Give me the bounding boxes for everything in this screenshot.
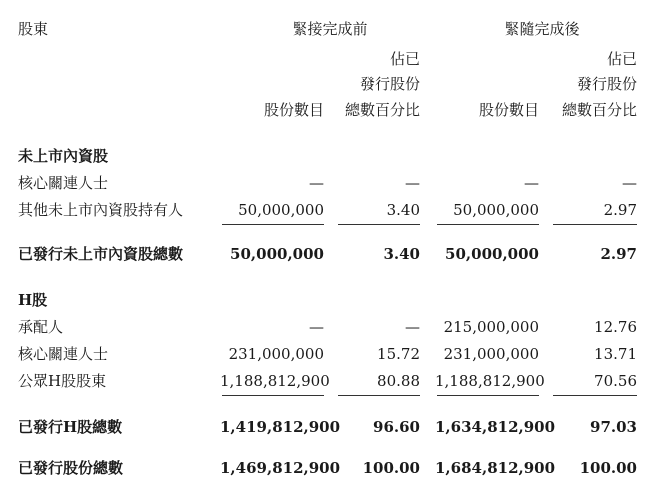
header-before-pct-line3: 總數百分比 — [344, 101, 420, 119]
header-after-pct-line2: 發行股份 — [576, 75, 637, 93]
cell-before-pct: — — [405, 174, 420, 192]
cell-after-shares: 1,188,812,900 — [435, 372, 545, 390]
cell-before-shares: 50,000,000 — [238, 201, 324, 219]
cell-after-pct: 13.71 — [594, 345, 637, 363]
rule-before-shares — [222, 395, 324, 396]
cell-after-pct: 70.56 — [594, 372, 637, 390]
cell-after-pct: 2.97 — [600, 245, 637, 263]
cell-before-shares: 1,188,812,900 — [220, 372, 330, 390]
cell-after-shares: 1,634,812,900 — [435, 418, 556, 436]
cell-before-shares: 1,469,812,900 — [220, 459, 341, 477]
cell-after-shares: 50,000,000 — [445, 245, 539, 263]
row-label: 其他未上市內資股持有人 — [18, 201, 184, 219]
cell-after-shares: 1,684,812,900 — [435, 459, 556, 477]
header-after-pct-line3: 總數百分比 — [561, 101, 637, 119]
rule-after-pct — [553, 224, 637, 225]
cell-before-shares: — — [309, 318, 324, 336]
header-shareholder: 股東 — [18, 20, 49, 38]
section-h-title: H股 — [18, 291, 48, 309]
cell-after-shares: 231,000,000 — [443, 345, 539, 363]
row-label: 公眾H股股東 — [18, 372, 107, 390]
cell-before-shares: 231,000,000 — [228, 345, 324, 363]
rule-after-pct — [553, 395, 637, 396]
cell-before-pct: 3.40 — [383, 245, 420, 263]
cell-before-shares: 1,419,812,900 — [220, 418, 341, 436]
cell-after-pct: — — [622, 174, 637, 192]
cell-after-shares: 215,000,000 — [443, 318, 539, 336]
cell-before-pct: 100.00 — [362, 459, 420, 477]
header-before-group: 緊接完成前 — [292, 20, 368, 38]
header-after-group: 緊隨完成後 — [504, 20, 580, 38]
rule-after-shares — [437, 395, 539, 396]
cell-before-pct: 15.72 — [377, 345, 420, 363]
row-label: 承配人 — [18, 318, 64, 336]
grand-total-row-label: 已發行股份總數 — [18, 459, 124, 477]
row-label: 核心關連人士 — [18, 174, 109, 192]
total-row-label: 已發行H股總數 — [18, 418, 123, 436]
cell-before-pct: 80.88 — [377, 372, 420, 390]
header-before-pct-line2: 發行股份 — [359, 75, 420, 93]
header-after-pct-line1: 佔已 — [606, 50, 637, 68]
header-after-shares: 股份數目 — [478, 101, 539, 119]
header-before-shares: 股份數目 — [263, 101, 324, 119]
cell-before-shares: 50,000,000 — [230, 245, 324, 263]
cell-before-pct: 3.40 — [386, 201, 420, 219]
cell-after-pct: 12.76 — [594, 318, 637, 336]
cell-after-shares: 50,000,000 — [453, 201, 539, 219]
rule-before-shares — [222, 224, 324, 225]
row-label: 核心關連人士 — [18, 345, 109, 363]
rule-after-shares — [437, 224, 539, 225]
rule-before-pct — [338, 395, 420, 396]
section-unlisted-title: 未上市內資股 — [18, 147, 109, 165]
rule-before-pct — [338, 224, 420, 225]
header-before-pct-line1: 佔已 — [389, 50, 420, 68]
cell-before-shares: — — [309, 174, 324, 192]
cell-after-pct: 2.97 — [603, 201, 637, 219]
cell-before-pct: — — [405, 318, 420, 336]
cell-after-pct: 97.03 — [590, 418, 637, 436]
cell-before-pct: 96.60 — [373, 418, 420, 436]
cell-after-pct: 100.00 — [579, 459, 637, 477]
total-row-label: 已發行未上市內資股總數 — [18, 245, 184, 263]
cell-after-shares: — — [524, 174, 539, 192]
